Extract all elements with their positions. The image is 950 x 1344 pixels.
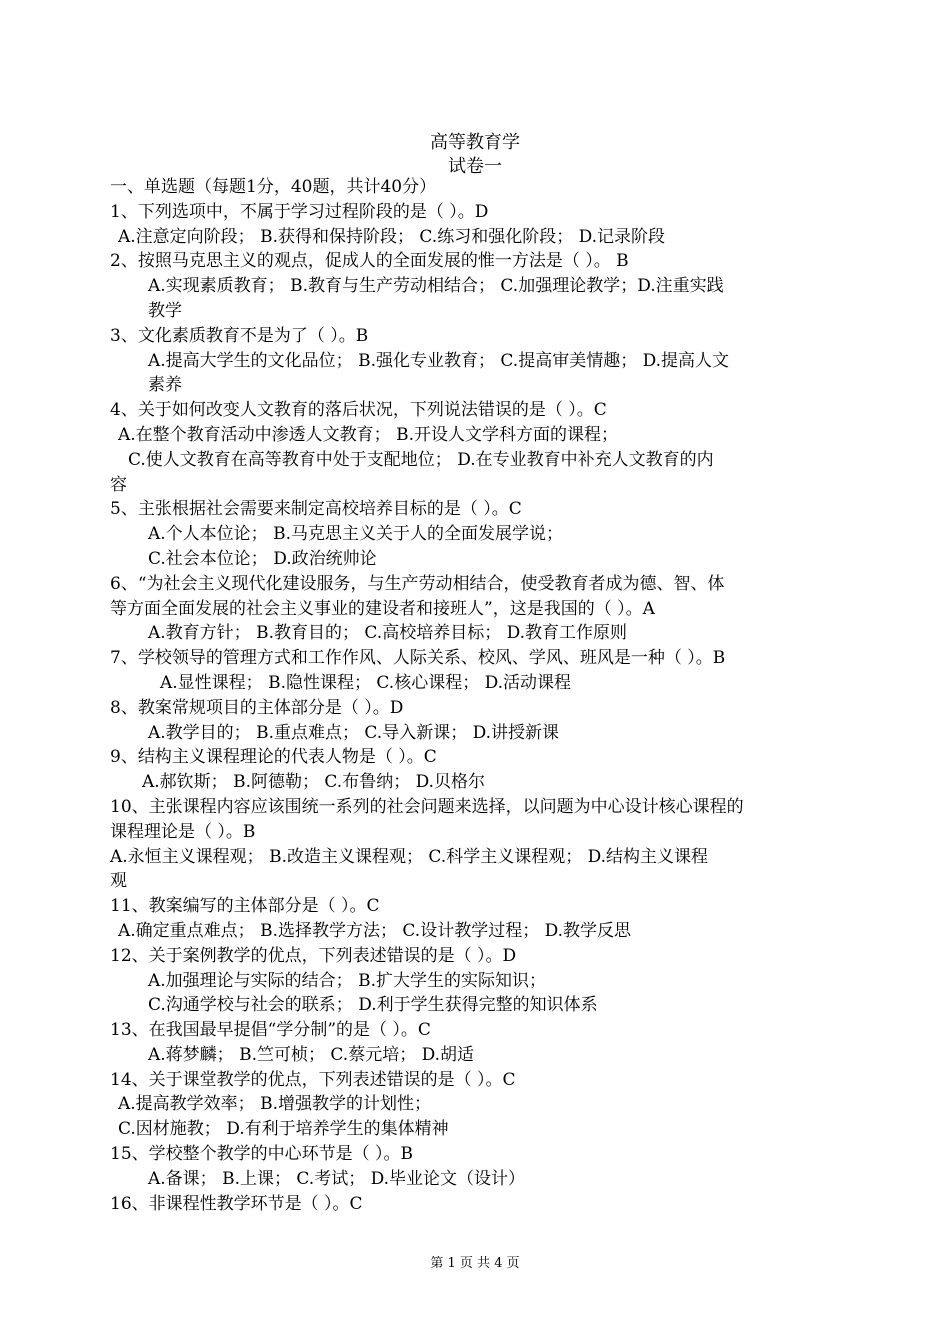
question-10-options-cont: 观	[110, 871, 127, 892]
question-3-options-cont: 素养	[148, 375, 182, 396]
document-title: 高等教育学	[430, 132, 520, 153]
question-4-options-cd: C.使人文教育在高等教育中处于支配地位； D.在专业教育中补充人文教育的内	[128, 449, 714, 470]
question-7: 7、学校领导的管理方式和工作作风、人际关系、校风、学风、班风是一种（ ）。B	[110, 648, 726, 669]
question-14: 14、关于课堂教学的优点，下列表述错误的是（ ）。C	[110, 1069, 516, 1090]
question-1-options: A.注意定向阶段； B.获得和保持阶段； C.练习和强化阶段； D.记录阶段	[118, 226, 666, 247]
question-8: 8、教案常规项目的主体部分是（ ）。D	[110, 697, 404, 718]
question-4: 4、关于如何改变人文教育的落后状况，下列说法错误的是（ ）。C	[110, 400, 607, 421]
question-5-options-cd: C.社会本位论； D.政治统帅论	[148, 548, 377, 569]
section-heading: 一、单选题（每题1分，40题，共计40分）	[110, 177, 437, 197]
question-14-options-cd: C.因材施教； D.有利于培养学生的集体精神	[118, 1119, 449, 1140]
page-footer: 第 1 页 共 4 页	[430, 1256, 520, 1271]
question-3: 3、文化素质教育不是为了（ ）。B	[110, 325, 369, 346]
question-13: 13、在我国最早提倡“学分制”的是（ ）。C	[110, 1020, 431, 1041]
question-3-options: A.提高大学生的文化品位； B.强化专业教育； C.提高审美情趣； D.提高人文	[148, 350, 730, 371]
question-6-cont: 等方面全面发展的社会主义事业的建设者和接班人”，这是我国的（ ）。A	[110, 598, 655, 619]
question-5-options-ab: A.个人本位论； B.马克思主义关于人的全面发展学说；	[148, 524, 563, 545]
question-9: 9、结构主义课程理论的代表人物是（ ）。C	[110, 747, 437, 768]
question-1: 1、下列选项中，不属于学习过程阶段的是（ ）。D	[110, 201, 489, 222]
question-8-options: A.教学目的； B.重点难点； C.导入新课； D.讲授新课	[148, 722, 560, 743]
question-13-options: A.蒋梦麟； B.竺可桢； C.蔡元培； D.胡适	[148, 1044, 475, 1065]
question-2-options: A.实现素质教育； B.教育与生产劳动相结合； C.加强理论教学；D.注重实践	[148, 276, 724, 297]
question-7-options: A.显性课程； B.隐性课程； C.核心课程； D.活动课程	[160, 672, 572, 693]
question-4-options-ab: A.在整个教育活动中渗透人文教育； B.开设人文学科方面的课程；	[118, 424, 618, 445]
exam-content	[110, 175, 826, 1216]
question-16: 16、非课程性教学环节是（ ）。C	[110, 1193, 363, 1214]
question-2-options-cont: 教学	[148, 300, 182, 321]
question-6-options: A.教育方针； B.教育目的； C.高校培养目标； D.教育工作原则	[148, 623, 628, 644]
document-subtitle: 试卷一	[448, 156, 502, 177]
question-5: 5、主张根据社会需要来制定高校培养目标的是（ ）。C	[110, 499, 522, 520]
question-10: 10、主张课程内容应该围统一系列的社会问题来选择，以问题为中心设计核心课程的	[110, 796, 744, 817]
question-12-options-cd: C.沟通学校与社会的联系； D.利于学生获得完整的知识体系	[148, 995, 598, 1016]
question-2: 2、按照马克思主义的观点，促成人的全面发展的惟一方法是（ ）。 B	[110, 251, 629, 272]
question-12-options-ab: A.加强理论与实际的结合； B.扩大学生的实际知识；	[148, 970, 546, 991]
question-11-options: A.确定重点难点； B.选择教学方法； C.设计教学过程； D.教学反思	[118, 920, 632, 941]
question-6: 6、“为社会主义现代化建设服务，与生产劳动相结合，使受教育者成为德、智、体	[110, 573, 725, 594]
question-9-options: A.郝钦斯； B.阿德勒； C.布鲁纳； D.贝格尔	[142, 772, 486, 793]
question-10-cont: 课程理论是（ ）。B	[110, 821, 256, 842]
question-15-options: A.备课； B.上课； C.考试； D.毕业论文（设计）	[148, 1168, 526, 1189]
question-14-options-ab: A.提高教学效率； B.增强教学的计划性；	[118, 1094, 431, 1115]
question-10-options: A.永恒主义课程观； B.改造主义课程观； C.科学主义课程观； D.结构主义课程	[110, 846, 709, 867]
question-12: 12、关于案例教学的优点，下列表述错误的是（ ）。D	[110, 945, 517, 966]
question-15: 15、学校整个教学的中心环节是（ ）。B	[110, 1144, 414, 1165]
question-4-options-cont: 容	[110, 474, 127, 495]
question-11: 11、教案编写的主体部分是（ ）。C	[110, 896, 380, 917]
